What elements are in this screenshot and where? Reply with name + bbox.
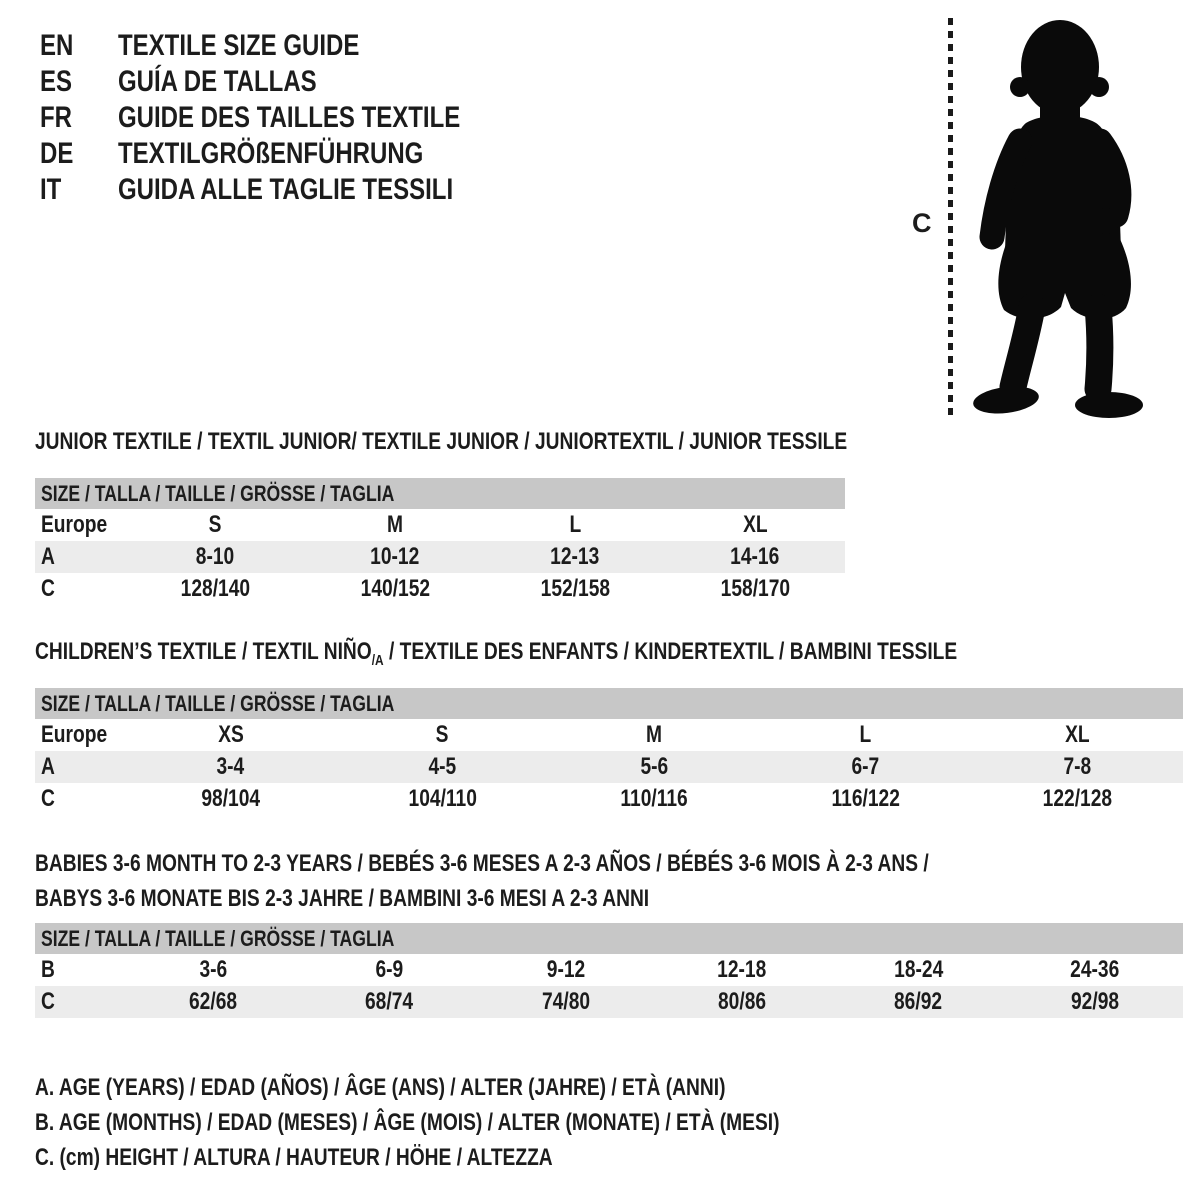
size-header-band: SIZE / TALLA / TAILLE / GRÖSSE / TAGLIA: [35, 923, 1183, 954]
table-title: JUNIOR TEXTILE / TEXTIL JUNIOR/ TEXTILE JUNIOR / JUNIORTEXTIL / JUNIOR TESSILE: [35, 428, 848, 455]
table-cell: 152/158: [540, 575, 610, 602]
table-row: [35, 783, 1183, 815]
table-cell: 92/98: [1070, 988, 1119, 1015]
babies-table: [35, 846, 1183, 1018]
legend-line-c: C. (cm) HEIGHT / ALTURA / HAUTEUR / HÖHE / ALTEZZA: [35, 1143, 553, 1171]
table-cell: 3-4: [216, 753, 245, 780]
table-cell: 8-10: [195, 543, 235, 570]
legend-line-b: B. AGE (MONTHS) / EDAD (MESES) / ÂGE (MOIS) / ALTER (MONATE) / ETÀ (MESI): [35, 1108, 780, 1136]
table-cell: 3-6: [199, 956, 228, 983]
table-cell: 62/68: [189, 988, 238, 1015]
row-label: A: [41, 753, 55, 780]
table-cell: 12-18: [717, 956, 767, 983]
table-cell: 14-16: [730, 543, 780, 570]
table-cell: 24-36: [1070, 956, 1120, 983]
toddler-silhouette-icon: [968, 16, 1148, 418]
table-title: CHILDREN’S TEXTILE / TEXTIL $NIÑO_{/A}$ / TEXTILE DES ENFANTS / KINDERTEXTIL / BAMBINI TESSILE: [35, 638, 958, 669]
size-header-band: SIZE / TALLA / TAILLE / GRÖSSE / TAGLIA: [35, 478, 845, 509]
table-cell: 80/86: [718, 988, 767, 1015]
size-header-band: SIZE / TALLA / TAILLE / GRÖSSE / TAGLIA: [35, 688, 1183, 719]
legend: [35, 1070, 966, 1175]
height-dashed-line: [948, 18, 953, 416]
table-cell: 86/92: [894, 988, 943, 1015]
language-list: [40, 28, 546, 208]
table-cell: 4-5: [428, 753, 457, 780]
language-row: [40, 64, 546, 100]
title-subscript: /A: [371, 652, 384, 669]
table-cell: XL: [742, 511, 768, 538]
legend-line-a: A. AGE (YEARS) / EDAD (AÑOS) / ÂGE (ANS) / ALTER (JAHRE) / ETÀ (ANNI): [35, 1073, 726, 1101]
language-code: IT: [40, 173, 62, 206]
language-code: EN: [40, 29, 74, 62]
table-cell: L: [859, 721, 872, 748]
language-row: [40, 100, 546, 136]
language-title: TEXTILE SIZE GUIDE: [118, 29, 360, 62]
table-cell: 74/80: [541, 988, 590, 1015]
row-label: B: [41, 956, 55, 983]
table-row: [35, 751, 1183, 783]
row-label: Europe: [41, 511, 108, 538]
table-cell: 110/116: [620, 785, 688, 812]
table-cell: 7-8: [1063, 753, 1092, 780]
table-cell: 122/128: [1042, 785, 1112, 812]
language-title: GUÍA DE TALLAS: [118, 65, 317, 98]
row-label: C: [41, 785, 55, 812]
table-cell: 128/140: [180, 575, 250, 602]
childrens-table: [35, 638, 1183, 815]
table-title: BABIES 3-6 MONTH TO 2-3 YEARS / BEBÉS 3-6 MESES A 2-3 AÑOS / BÉBÉS 3-6 MOIS À 2-3 ANS / BABYS 3-6 MONATE BIS 2-3 JAHRE / BAMBINI 3-6 MESI A 2-3 ANNI: [35, 850, 929, 912]
table-cell: XS: [217, 721, 244, 748]
table-cell: 10-12: [370, 543, 420, 570]
table-cell: 104/110: [408, 785, 477, 812]
table-cell: M: [645, 721, 662, 748]
language-row: [40, 28, 546, 64]
table-cell: M: [387, 511, 403, 538]
table-row: [35, 509, 845, 541]
table-cell: XL: [1064, 721, 1090, 748]
row-label: C: [41, 988, 55, 1015]
junior-table: [35, 428, 848, 605]
row-label: C: [41, 575, 55, 602]
table-row: [35, 954, 1183, 986]
table-cell: 6-9: [375, 956, 404, 983]
height-label-c: C: [912, 208, 932, 238]
language-code: FR: [40, 101, 72, 134]
toddler-figure: [880, 0, 1200, 430]
language-row: [40, 172, 546, 208]
language-title: GUIDE DES TAILLES TEXTILE: [118, 101, 461, 134]
language-row: [40, 136, 546, 172]
table-row: [35, 719, 1183, 751]
table-cell: 9-12: [546, 956, 586, 983]
table-cell: 68/74: [365, 988, 414, 1015]
table-row: [35, 541, 845, 573]
table-cell: 12-13: [550, 543, 600, 570]
table-cell: S: [435, 721, 449, 748]
table-cell: 5-6: [640, 753, 668, 780]
language-code: ES: [40, 65, 73, 98]
language-code: DE: [40, 137, 74, 170]
table-cell: S: [208, 511, 222, 538]
table-cell: 116/122: [831, 785, 900, 812]
table-cell: L: [569, 511, 581, 538]
table-row: [35, 573, 845, 605]
table-cell: 18-24: [893, 956, 944, 983]
language-title: TEXTILGRÖßENFÜHRUNG: [118, 137, 424, 170]
row-label: Europe: [41, 721, 108, 748]
table-cell: 140/152: [360, 575, 430, 602]
table-cell: 6-7: [851, 753, 880, 780]
table-cell: 98/104: [201, 785, 261, 812]
row-label: A: [41, 543, 55, 570]
table-row: [35, 986, 1183, 1018]
language-title: GUIDA ALLE TAGLIE TESSILI: [118, 173, 454, 206]
table-cell: 158/170: [720, 575, 790, 602]
